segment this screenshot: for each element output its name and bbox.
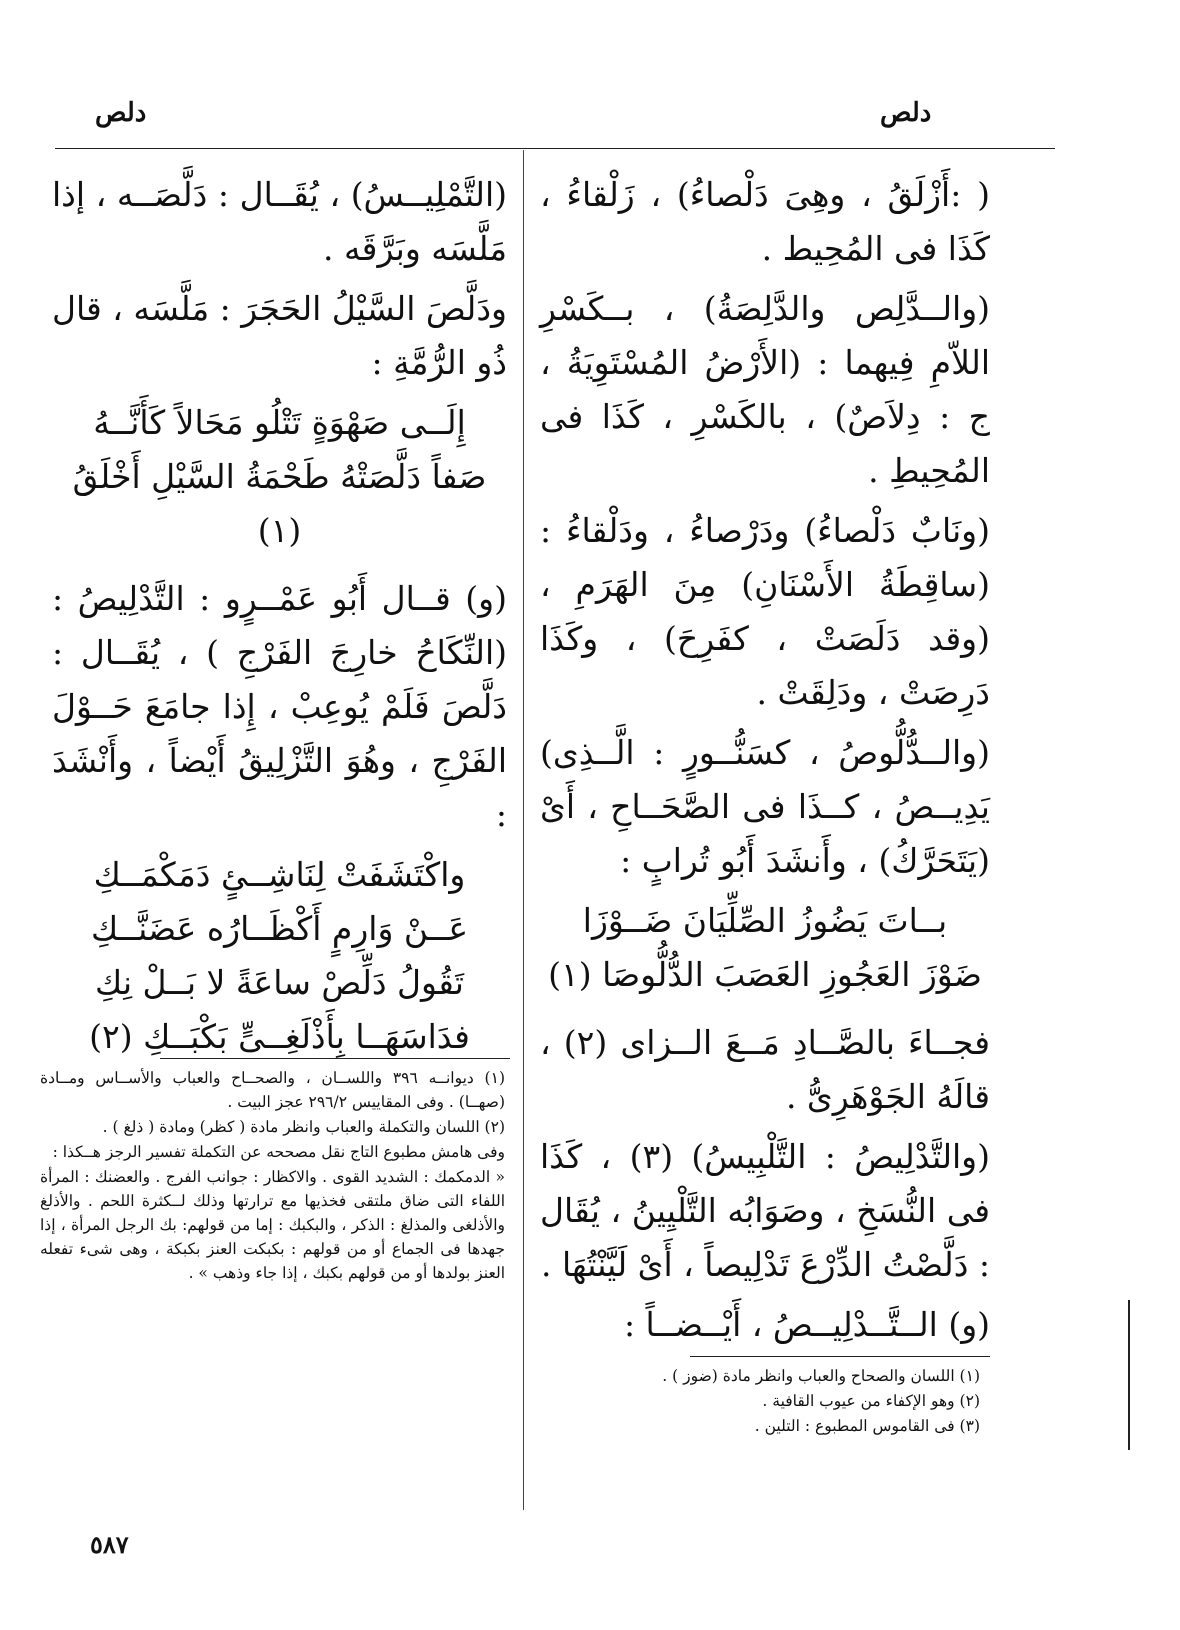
right-footnote-2: (٢) وهو الإكفاء من عيوب القافية . (762, 1392, 980, 1410)
page-number: ٥٨٧ (90, 1530, 129, 1559)
left-paragraph-1: (التَّمْلِيــسُ) ، يُقَــال : دَلَّصَــه ، إذا مَلَّسَه وبَرَّقَه . (52, 175, 507, 268)
right-paragraph-6: (والتَّدْلِيصُ : التَّلْبِيسُ) (٣) ، كَذَا فى النُّسَخِ ، وصَوَابُه التَّلْيِينُ ، يُقَال : دَلَّصْتُ الدِّرْعَ تَدْلِيصاً ، أَىْ لَيَّنْتُهَا . (540, 1137, 990, 1284)
left-footnote-note: وفى هامش مطبوع التاج نقل مصححه عن التكملة تفسير الرجز هــكذا : (52, 1143, 505, 1161)
left-paragraph-2: ودَلَّصَ السَّيْلُ الحَجَرَ : مَلَّسَه ، قال ذُو الرُّمَّةِ : (51, 289, 507, 382)
left-poem1-line-1: إِلَــى صَهْوَةٍ تَتْلُو مَحَالاً كَأَنَّــهُ (93, 403, 466, 442)
right-paragraph-2: (والــدَّلِص والدَّلِصَةُ) ، بــكَسْرِ اللاّمِ فِيهما : (الأَرْضُ المُسْتَوِيَةُ ، ج : دِلاَصٌ) ، بالكَسْرِ ، كَذَا فى المُحِيطِ . (540, 289, 990, 490)
left-column (52, 168, 507, 1064)
left-footnote-rule (160, 1058, 510, 1059)
right-column (540, 168, 990, 1358)
right-paragraph-7: (و) الــتَّــدْلِيــصُ ، أَيْــضــاً : (623, 1305, 990, 1344)
right-footnote-rule (690, 1356, 990, 1357)
header-rule (55, 148, 1055, 149)
right-footnote-1: (١) اللسان والصحاح والعباب وانظر مادة (ضوز ) . (662, 1367, 980, 1385)
right-footnote-3: (٣) فى القاموس المطبوع : التلين . (754, 1417, 980, 1435)
left-footnotes (40, 1066, 505, 1286)
right-paragraph-5: فجــاءَ بالصَّــادِ مَــعَ الــزاى (٢) ، قالَهُ الجَوْهَرِىُّ . (540, 1023, 991, 1116)
left-poem2-line-1: واكْتَشَفَتْ لِنَاشِــئٍ دَمَكْمَــكِ (93, 855, 466, 894)
right-verse-line-1: بــاتَ يَضُوزُ الصِّلِّيَانَ ضَــوْزَا (582, 901, 948, 940)
left-poem1-line-2: صَفاً دَلَّصَتْهُ طَحْمَةُ السَّيْلِ أَخْلَقُ (١) (72, 457, 487, 550)
right-verse-line-2: ضَوْزَ العَجُوزِ العَصَبَ الدُّلُّوصَا (١) (548, 955, 982, 994)
right-paragraph-3: (ونَابٌ دَلْصاءُ) ودَرْصاءُ ، ودَلْقاءُ : (ساقِطَةُ الأَسْنَانِ) مِنَ الهَرَمِ ، (وقد دَلَصَتْ ، كفَرِحَ) ، وكَذَا دَرِصَتْ ، ودَلِقَتْ . (540, 511, 990, 712)
header-entry-word-left: دلص (95, 98, 147, 128)
left-footnote-2: (٢) اللسان والتكملة والعباب وانظر مادة ( كظر) ومادة ( ذلغ ) . (102, 1118, 505, 1136)
left-paragraph-3: (و) قــال أَبُو عَمْــرٍو : التَّدْلِيصُ : (النِّكَاحُ خارِجَ الفَرْجِ ) ، يُقَــال : دَلَّصَ فَلَمْ يُوعِبْ ، إِذا جامَعَ حَــوْلَ الفَرْجِ ، وهُوَ التَّزْلِيقُ أَيْضاً ، وأَنْشَدَ : (52, 579, 507, 834)
left-poem2-line-3: تَقُولُ دَلِّصْ ساعَةً لا بَــلْ نِكِ (95, 963, 464, 1002)
header-entry-word-right: دلص (880, 98, 932, 128)
left-footnote-1: (١) ديوانــه ٣٩٦ واللســان ، والصحــاح والعباب والأســاس ومــادة (صهــا) . وفى المقاييس ٢٩٦/٢ عجز البيت . (40, 1069, 505, 1111)
left-poem2-line-2: عَــنْ وَارِمٍ أَكْظَــارُه عَضَنَّــكِ (90, 909, 469, 948)
right-paragraph-4: (والــدُّلُّوصُ ، كسَنُّــورٍ : الَّــذِى) يَدِيــصُ ، كــذَا فى الصَّحَــاحِ ، أَىْ (يَتَحَرَّكُ) ، وأَنشَدَ أَبُو تُرابٍ : (540, 733, 990, 880)
left-footnote-quote: « الدمكمك : الشديد القوى . والاكظار : جوانب الفرج . والعضنك : المرأة اللفاء التى ضاق ملتقى فخذيها مع ترارتها وذلك لــكثرة اللحم . والأذلغ والأذلغى والمذلغ : الذكر ، والبكبك : إما من قولهم: بك الرجل المرأة ، إذا جهدها فى الجماع أو من قولهم : بكبكت العنز بكبكة ، وهى شىء تفعله العنز بولدها أو من قولهم بكبك ، إذا جاء وذهب » . (40, 1168, 505, 1282)
right-paragraph-1: ( :أَزْلَقُ ، وهِىَ دَلْصاءُ) ، زَلْقاءُ ، كَذَا فى المُحِيط . (540, 175, 990, 268)
right-footnotes (590, 1364, 980, 1439)
column-divider (523, 150, 524, 1510)
page-edge-mark (1128, 1300, 1130, 1450)
left-poem2-line-4: فدَاسَهَــا بِأَذْلَغِــىٍّ بَكْبَــكِ (٢) (89, 1017, 470, 1056)
